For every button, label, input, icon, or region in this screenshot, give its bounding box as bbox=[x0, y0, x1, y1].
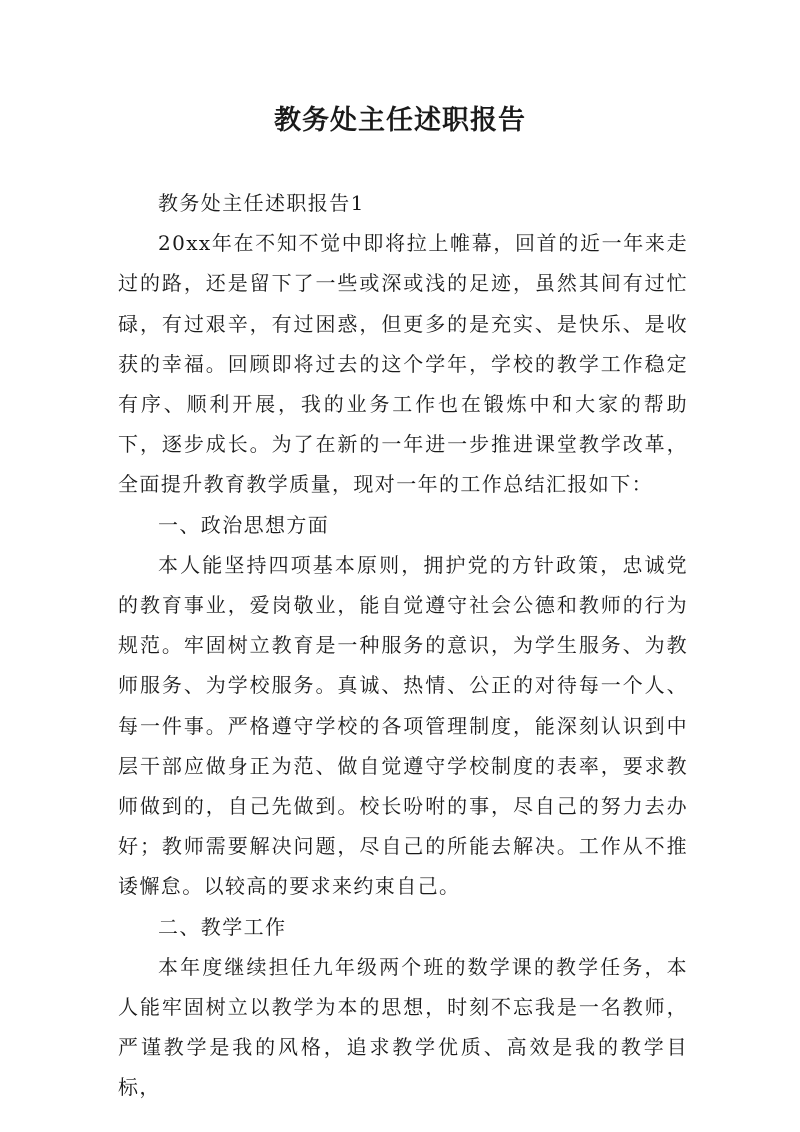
teaching-paragraph: 本年度继续担任九年级两个班的数学课的教学任务，本人能牢固树立以教学为本的思想，时刻不忘我是一名教师，严谨教学是我的风格，追求教学优质、高效是我的教学目标， bbox=[118, 954, 688, 1100]
document-body bbox=[118, 183, 688, 1108]
politics-paragraph: 本人能坚持四项基本原则，拥护党的方针政策，忠诚党的教育事业，爱岗敬业，能自觉遵守社会公德和教师的行为规范。牢固树立教育是一种服务的意识，为学生服务、为教师服务、为学校服务。真诚、热情、公正的对待每一个人、每一件事。严格遵守学校的各项管理制度，能深刻认识到中层干部应做身正为范、做自觉遵守学校制度的表率，要求教师做到的，自己先做到。校长吩咐的事，尽自己的努力去办好；教师需要解决问题，尽自己的所能去解决。工作从不推诿懈怠。以较高的要求来约束自己。 bbox=[118, 552, 688, 899]
intro-paragraph: 20xx年在不知不觉中即将拉上帷幕，回首的近一年来走过的路，还是留下了一些或深或浅的足迹，虽然其间有过忙碌，有过艰辛，有过困惑，但更多的是充实、是快乐、是收获的幸福。回顾即将过去的这个学年，学校的教学工作稳定有序、顺利开展，我的业务工作也在锻炼中和大家的帮助下，逐步成长。为了在新的一年进一步推进课堂教学改革，全面提升教育教学质量，现对一年的工作总结汇报如下： bbox=[118, 231, 688, 497]
document-title: 教务处主任述职报告 bbox=[274, 105, 526, 136]
report-subtitle: 教务处主任述职报告1 bbox=[158, 191, 365, 215]
section-heading-teaching: 二、教学工作 bbox=[158, 914, 287, 939]
section-heading-politics: 一、政治思想方面 bbox=[158, 512, 330, 537]
